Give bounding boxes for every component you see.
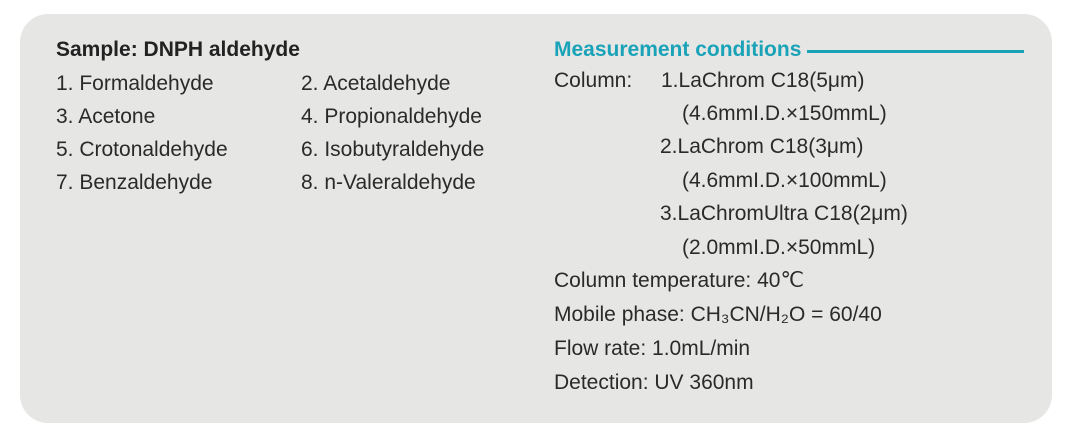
column-label: Column: [554,69,633,92]
column-dims: (4.6mmI.D.×150mmL) [682,102,887,125]
compound-item: 1. Formaldehyde [56,72,214,95]
column-dims: (4.6mmI.D.×100mmL) [682,169,887,192]
detection: Detection: UV 360nm [554,371,754,394]
sample-section [56,36,546,197]
column-row [554,64,1024,97]
info-panel [20,14,1052,423]
title-rule [807,50,1024,53]
compound-item: 5. Crotonaldehyde [56,138,228,161]
compound-item: 2. Acetaldehyde [301,72,451,95]
column-name: 3.LaChromUltra C18(2μm) [660,202,908,225]
compound-item: 8. n-Valeraldehyde [301,171,476,194]
column-name: 1.LaChrom C18(5μm) [661,69,865,92]
conditions-title: Measurement conditions [554,38,802,61]
column-name: 2.LaChrom C18(3μm) [660,135,864,158]
mobile-phase: Mobile phase: CH₃CN/H₂O = 60/40 [554,303,882,326]
conditions-header [554,36,1024,64]
column-dims: (2.0mmI.D.×50mmL) [682,236,876,259]
compound-item: 7. Benzaldehyde [56,171,213,194]
compound-item: 3. Acetone [56,105,156,128]
compound-list [56,70,546,197]
compound-item: 4. Propionaldehyde [301,105,482,128]
compound-item: 6. Isobutyraldehyde [301,138,485,161]
column-temperature: Column temperature: 40℃ [554,269,805,292]
conditions-section [554,36,1024,400]
flow-rate: Flow rate: 1.0mL/min [554,337,751,360]
sample-title: Sample: DNPH aldehyde [56,38,300,61]
